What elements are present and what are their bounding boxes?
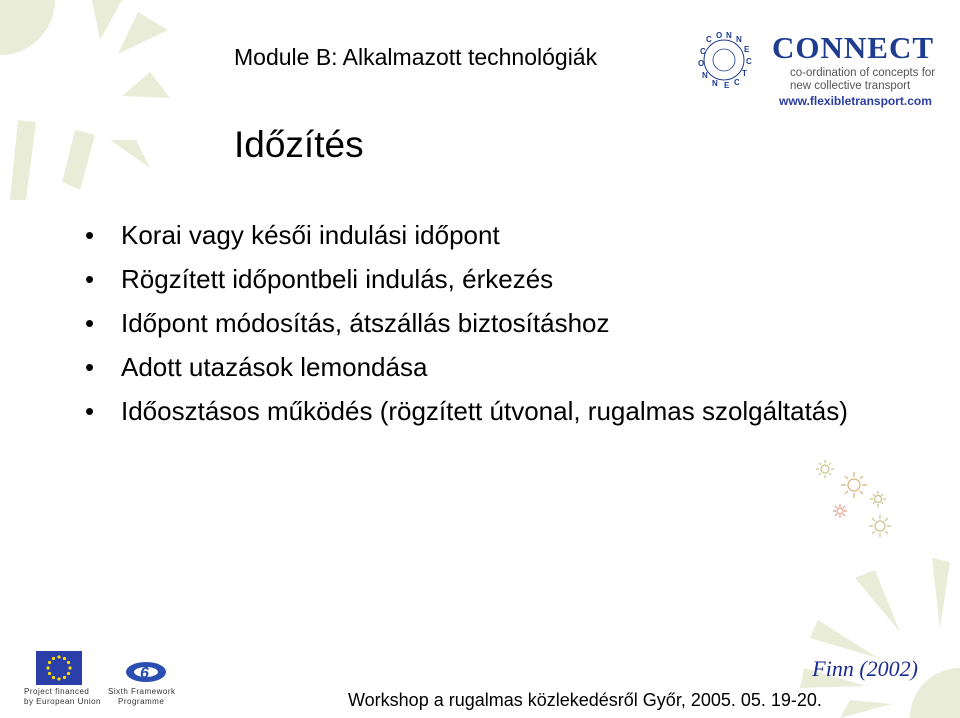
sparkle-suns-icon (810, 455, 900, 545)
connect-tagline-line2: new collective transport (790, 80, 911, 92)
svg-text:N: N (726, 31, 732, 40)
bullet-icon: • (85, 396, 95, 426)
bullet-text: Időosztásos működés (rögzített útvonal, rugalmas szolgáltatás) (121, 396, 848, 426)
svg-text:N: N (712, 79, 718, 88)
fp6-caption: Sixth Framework Programme (108, 687, 176, 706)
connect-tagline-line1: co-ordination of concepts for (790, 67, 936, 79)
connect-url-link[interactable]: www.flexibletransport.com (779, 94, 932, 108)
fp6-logo-icon (124, 658, 168, 686)
svg-text:N: N (702, 71, 708, 80)
bullet-icon: • (85, 308, 95, 338)
bullet-icon: • (85, 352, 95, 382)
bullet-list (85, 213, 855, 433)
connect-ring-logo-icon (692, 30, 756, 90)
svg-text:N: N (736, 35, 742, 44)
bullet-icon: • (85, 264, 95, 294)
svg-text:T: T (742, 69, 747, 78)
bullet-text: Korai vagy késői indulási időpont (121, 220, 500, 250)
svg-text:E: E (724, 81, 730, 90)
eu-caption: Project financed by European Union (24, 687, 101, 706)
connect-logo-name: CONNECT (772, 30, 935, 65)
svg-text:O: O (698, 59, 705, 68)
svg-text:O: O (716, 31, 723, 40)
svg-text:C: C (700, 47, 706, 56)
sun-decoration-icon (0, 0, 200, 200)
list-item (85, 213, 855, 257)
bullet-text: Adott utazások lemondása (121, 352, 428, 382)
bullet-text: Rögzített időpontbeli indulás, érkezés (121, 264, 554, 294)
svg-text:C: C (706, 35, 712, 44)
bullet-icon: • (85, 220, 95, 250)
svg-text:C: C (734, 78, 740, 87)
module-title: Module B: Alkalmazott technológiák (234, 44, 598, 70)
footer-text: Workshop a rugalmas közlekedésről Győr, 2005. 05. 19-20. (348, 690, 822, 710)
list-item (85, 257, 855, 301)
citation: Finn (2002) (812, 656, 918, 681)
svg-text:6: 6 (140, 665, 149, 682)
slide-title: Időzítés (234, 124, 364, 165)
sun-decoration-corner-icon (800, 558, 960, 718)
svg-text:C: C (746, 57, 752, 66)
bullet-text: Időpont módosítás, átszállás biztosításhoz (121, 308, 610, 338)
eu-flag-icon (36, 651, 82, 685)
list-item (85, 389, 855, 433)
svg-text:E: E (744, 45, 750, 54)
list-item (85, 301, 855, 345)
list-item (85, 345, 855, 389)
